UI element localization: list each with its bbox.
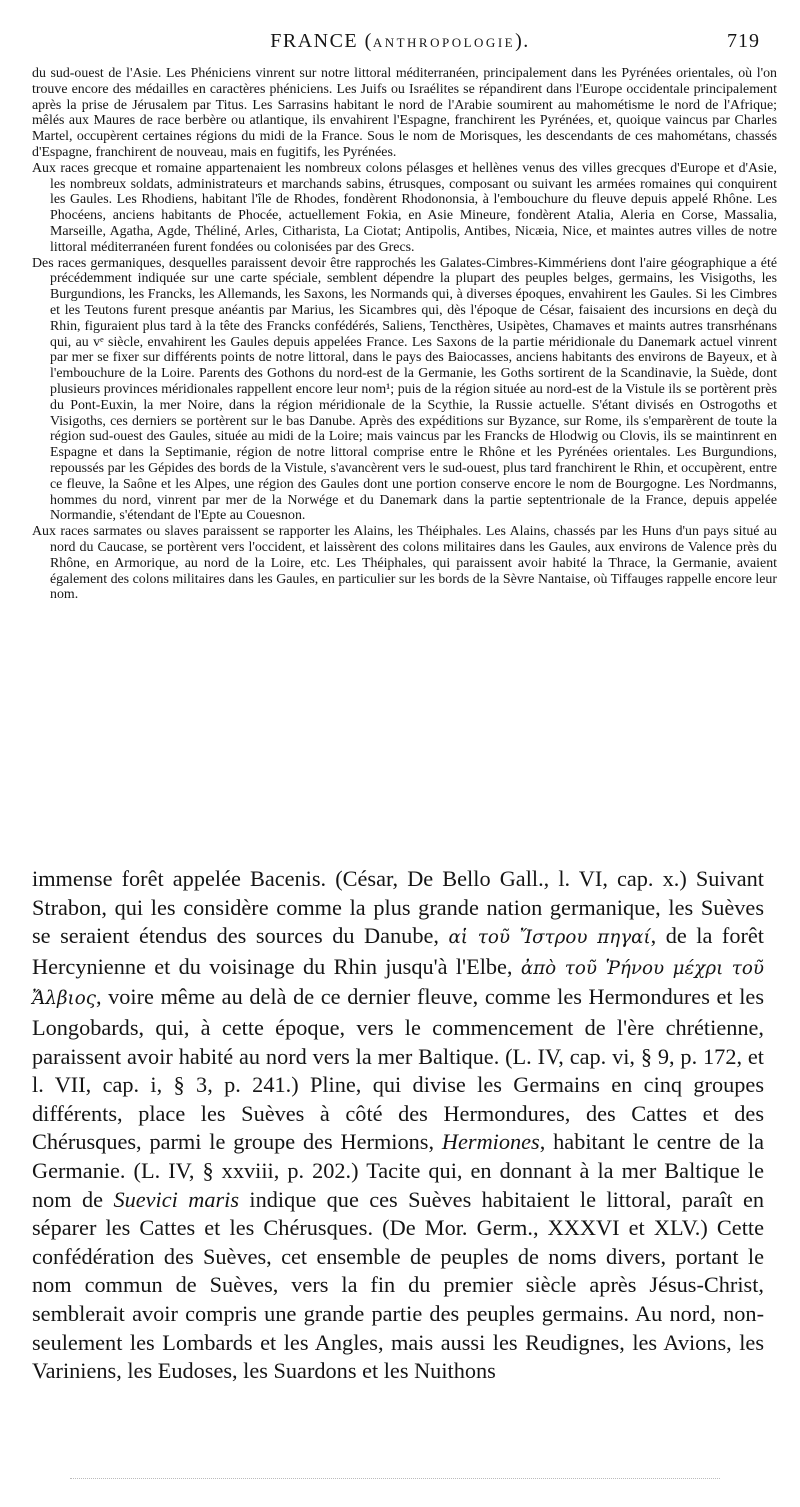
running-title-end: ).: [515, 30, 530, 52]
paragraph-sarmatian-slavic: Aux races sarmates ou slaves paraissent se rapporter les Alains, les Théiphales. Les Alains, chassés par les Huns d'un pays situé au nord du Caucase, se portèrent vers l'occident, et laissèrent des colons militaires dans les Gaules, aux environs de Valence près du Rhône, en Armorique, au nord de la Loire, etc. Les Théiphales, qui paraissent avoir habité la Thrace, la Germanie, avaient également des colons militaires dans les Gaules, en particulier sur les bords de la Sèvre Nantaise, où Tiffauges rappelle encore leur nom.: [32, 524, 777, 603]
text-run: indique que ces Suèves habitaient le littoral, paraît en séparer les Cattes et les Chérusques. (De Mor. Germ., XXXVI et XLV.) Cette confédération des Suèves, cet ensemble de peuples de noms divers, portant le nom commun de Suèves, vers la fin du premier siècle après Jésus-Christ, semblerait avoir compris une grande partie des peuples germains. Au nord, non-seulement les Lombards et les Angles, mais aussi les Reudignes, les Avions, les Variniens, les Eudoses, les Suardons et les Nuithons: [32, 1186, 764, 1384]
running-title: [30, 30, 770, 53]
large-print-block: [32, 865, 764, 1386]
text-run: , voire même au delà de ce dernier fleuve, comme les Hermondures et les Longobards, qui, à cette époque, vers le commencement de l'ère chrétienne, paraissent avoir habité au nord vers la mer Baltique. (L. IV, cap. vi, § 9, p. 172, et l. VII, cap. i, § 3, p. 241.) Pline, qui divise les Germains en cinq groupes différents, place les Suèves à côté des Hermondures, des Cattes et des Chérusques, parmi le groupe des Hermions,: [32, 984, 764, 1155]
paragraph-sueves: [32, 865, 764, 1386]
paragraph-orient: du sud-ouest de l'Asie. Les Phéniciens vinrent sur notre littoral méditerranéen, principalement dans les Pyrénées orientales, où l'on trouve encore des médailles en caractères phéniciens. Les Juifs ou Israélites se répandirent dans l'Europe occidentale principalement après la prise de Jérusalem par Titus. Les Sarrasins habitant le nord de l'Arabie soumirent au mahométisme le nord de l'Afrique; mêlés aux Maures de race berbère ou atlantique, ils envahirent l'Espagne, franchirent les Pyrénées, et, quoique vaincus par Charles Martel, occupèrent certaines régions du midi de la France. Sous le nom de Morisques, les descendants de ces mahométans, chassés d'Espagne, franchirent de nouveau, mais en fugitifs, les Pyrénées.: [32, 66, 777, 160]
running-title-smallcaps: ANTHROPOLOGIE: [372, 35, 516, 50]
latin-term-suevici-maris: Suevici maris: [113, 1186, 240, 1212]
greek-quote-rhine-elbe: ἀπὸ τοῦ Ῥήνου μέχρι τοῦ Ἄλβιος: [32, 957, 764, 1010]
text-run: immense forêt appelée Bacenis. (César, De Bello Gall., l. VI, cap. x.) Suivant Strabon, qui les considère comme la plus grande nation germanique, les Suèves se seraient étendus des sources du Danube,: [32, 866, 764, 949]
small-print-block: [32, 66, 777, 603]
paragraph-greek-roman: Aux races grecque et romaine appartenaient les nombreux colons pélasges et hellènes venus des villes grecques d'Europe et d'Asie, les nombreux soldats, administrateurs et marchands sabins, étrusques, composant ou suivant les armées romaines qui conquirent les Gaules. Les Rhodiens, habitant l'île de Rhodes, fondèrent Rhodononsia, à l'embouchure du fleuve depuis appelé Rhône. Les Phocéens, anciens habitants de Phocée, actuellement Fokia, en Asie Mineure, fondèrent Atalia, Aleria en Corse, Massalia, Marseille, Agatha, Agde, Théliné, Arles, Citharista, La Ciotat; Antipolis, Antibes, Nicæia, Nice, et maintes autres villes de notre littoral méditerranéen furent fondées ou colonisées par des Grecs.: [32, 160, 777, 255]
paragraph-germanic: Des races germaniques, desquelles paraissent devoir être rapprochés les Galates-Cimbres-Kimmériens dont l'aire géographique a été précédemment indiquée sur une carte spéciale, semblent dépendre la plupart des peuples belges, germains, les Visigoths, les Burgundions, les Francks, les Allemands, les Saxons, les Normands qui, à diverses époques, envahirent les Gaules. Si les Cimbres et les Teutons furent presque anéantis par Marius, les Sicambres qui, dès l'époque de César, faisaient des incursions en deçà du Rhin, figuraient plus tard à la tête des Francks confédérés, Saliens, Tencthères, Usipètes, Chamaves et maints autres transrhénans qui, au vᵉ siècle, envahirent les Gaules depuis appelées France. Les Saxons de la partie méridionale du Danemark actuel vinrent par mer se fixer sur différents points de notre littoral, dans le pays des Baiocasses, anciens habitants des environs de Bayeux, et à l'embouchure de la Loire. Parents des Gothons du nord-est de la Germanie, les Goths sortirent de la Scandinavie, la Suède, dont plusieurs provinces méridionales rappellent encore leur nom¹; puis de la région située au nord-est de la Vistule ils se portèrent près du Pont-Euxin, la mer Noire, dans la région méridionale de la Scythie, la Russie actuelle. S'étant divisés en Ostrogoths et Visigoths, ces derniers se portèrent sur le bas Danube. Après des expéditions sur Byzance, sur Rome, ils s'emparèrent de toute la région sud-ouest des Gaules, située au midi de la Loire; mais vaincus par les Francks de Hlodwig ou Clovis, ils se maintinrent en Espagne et dans la Septimanie, région de notre littoral comprise entre le Rhône et les Pyrénées orientales. Les Burgundions, repoussés par les Gépides des bords de la Vistule, s'avancèrent vers le sud-ouest, plus tard franchirent le Rhin, et occupèrent, entre ce fleuve, la Saône et les Alpes, une région des Gaules dont une portion conserve encore le nom de Bourgogne. Les Nordmanns, hommes du nord, vinrent par mer de la Norwége et du Danemark dans la partie septentrionale de la France, depuis appelée Normandie, s'étendant de l'Epte au Couesnon.: [32, 255, 777, 524]
bottom-rule: [70, 1478, 720, 1479]
text-run: , habitant le centre de la Germanie. (L. IV, § xxviii, p. 202.) Tacite qui, en donnant à la mer Baltique le nom de: [32, 1129, 765, 1212]
page-number: 719: [727, 30, 760, 52]
greek-quote-danube: αἱ τοῦ Ἴστρου πηγαί: [448, 927, 651, 949]
running-title-main: FRANCE (: [270, 30, 373, 52]
latin-term-hermiones: Hermiones: [441, 1129, 540, 1155]
running-head: [30, 30, 770, 60]
text-run: , de la forêt Hercynienne et du voisinage du Rhin jusqu'à l'Elbe,: [32, 923, 764, 979]
